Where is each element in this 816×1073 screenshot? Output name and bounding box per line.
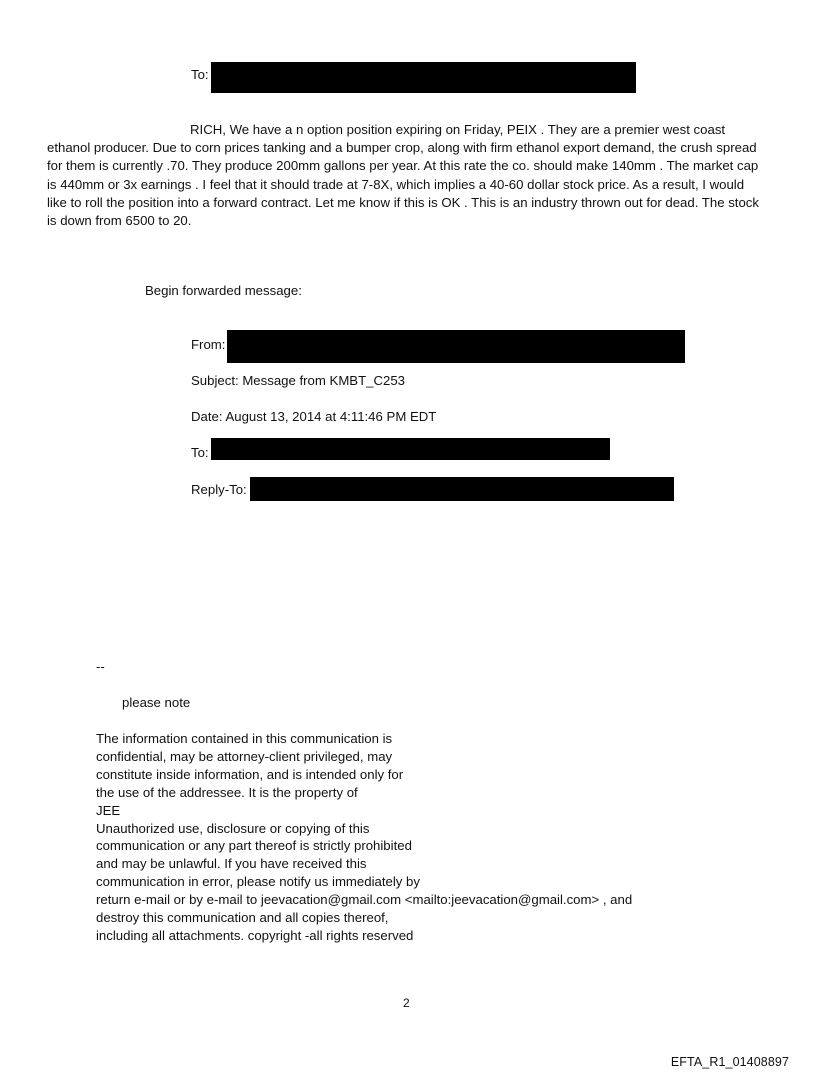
- subject-line: Subject: Message from KMBT_C253: [191, 373, 406, 388]
- redaction-bar-reply-to: [250, 477, 674, 501]
- document-id: EFTA_R1_01408897: [670, 1055, 789, 1069]
- disclaimer-line: JEE: [96, 802, 121, 818]
- disclaimer-line: communication in error, please notify us immediately by: [96, 874, 420, 890]
- disclaimer-line: return e-mail or by e-mail to jeevacation@gmail.com <mailto:jeevacation@gmail.com> , and: [96, 892, 633, 908]
- disclaimer-line: constitute inside information, and is intended only for: [96, 766, 404, 782]
- disclaimer-line: and may be unlawful. If you have received this: [96, 856, 367, 872]
- forwarded-intro: Begin forwarded message:: [145, 283, 302, 298]
- redaction-bar-forwarded-to: [211, 438, 610, 460]
- disclaimer-block: [96, 730, 632, 945]
- disclaimer-line: communication or any part thereof is strictly prohibited: [96, 838, 412, 854]
- disclaimer-line: The information contained in this communication is: [96, 731, 393, 746]
- from-label: From:: [191, 337, 226, 352]
- redaction-bar-from: [227, 330, 685, 363]
- redaction-bar-to: [211, 62, 636, 93]
- disclaimer-line: including all attachments. copyright -all rights reserved: [96, 927, 414, 943]
- to-label: To:: [191, 67, 209, 82]
- disclaimer-line: Unauthorized use, disclosure or copying of this: [96, 820, 370, 836]
- disclaimer-line: the use of the addressee. It is the property of: [96, 784, 358, 800]
- disclaimer-line: destroy this communication and all copies thereof,: [96, 910, 389, 926]
- page-number: 2: [403, 996, 410, 1010]
- disclaimer-line: confidential, may be attorney-client privileged, may: [96, 748, 393, 764]
- please-note: please note: [122, 695, 191, 710]
- signature-separator: --: [96, 659, 105, 674]
- forwarded-to-label: To:: [191, 445, 209, 460]
- reply-to-label: Reply-To:: [191, 482, 247, 497]
- message-body-text: RICH, We have a n option position expiring on Friday, PEIX . They are a premier west coast ethanol producer. Due to corn prices tanking and a bumper crop, along with firm ethanol export demand, the crush spread for them is currently .70. They produce 200mm gallons per year. At this rate the co. should make 140mm . The market cap is 440mm or 3x earnings . I feel that it should trade at 7-8X, which implies a 40-60 dollar stock price. As a result, I would like to roll the position into a forward contract. Let me know if this is OK . This is an industry thrown out for dead. The stock is down from 6500 to 20.: [47, 122, 759, 229]
- date-line: Date: August 13, 2014 at 4:11:46 PM EDT: [191, 409, 437, 424]
- message-body-paragraph: [47, 121, 759, 230]
